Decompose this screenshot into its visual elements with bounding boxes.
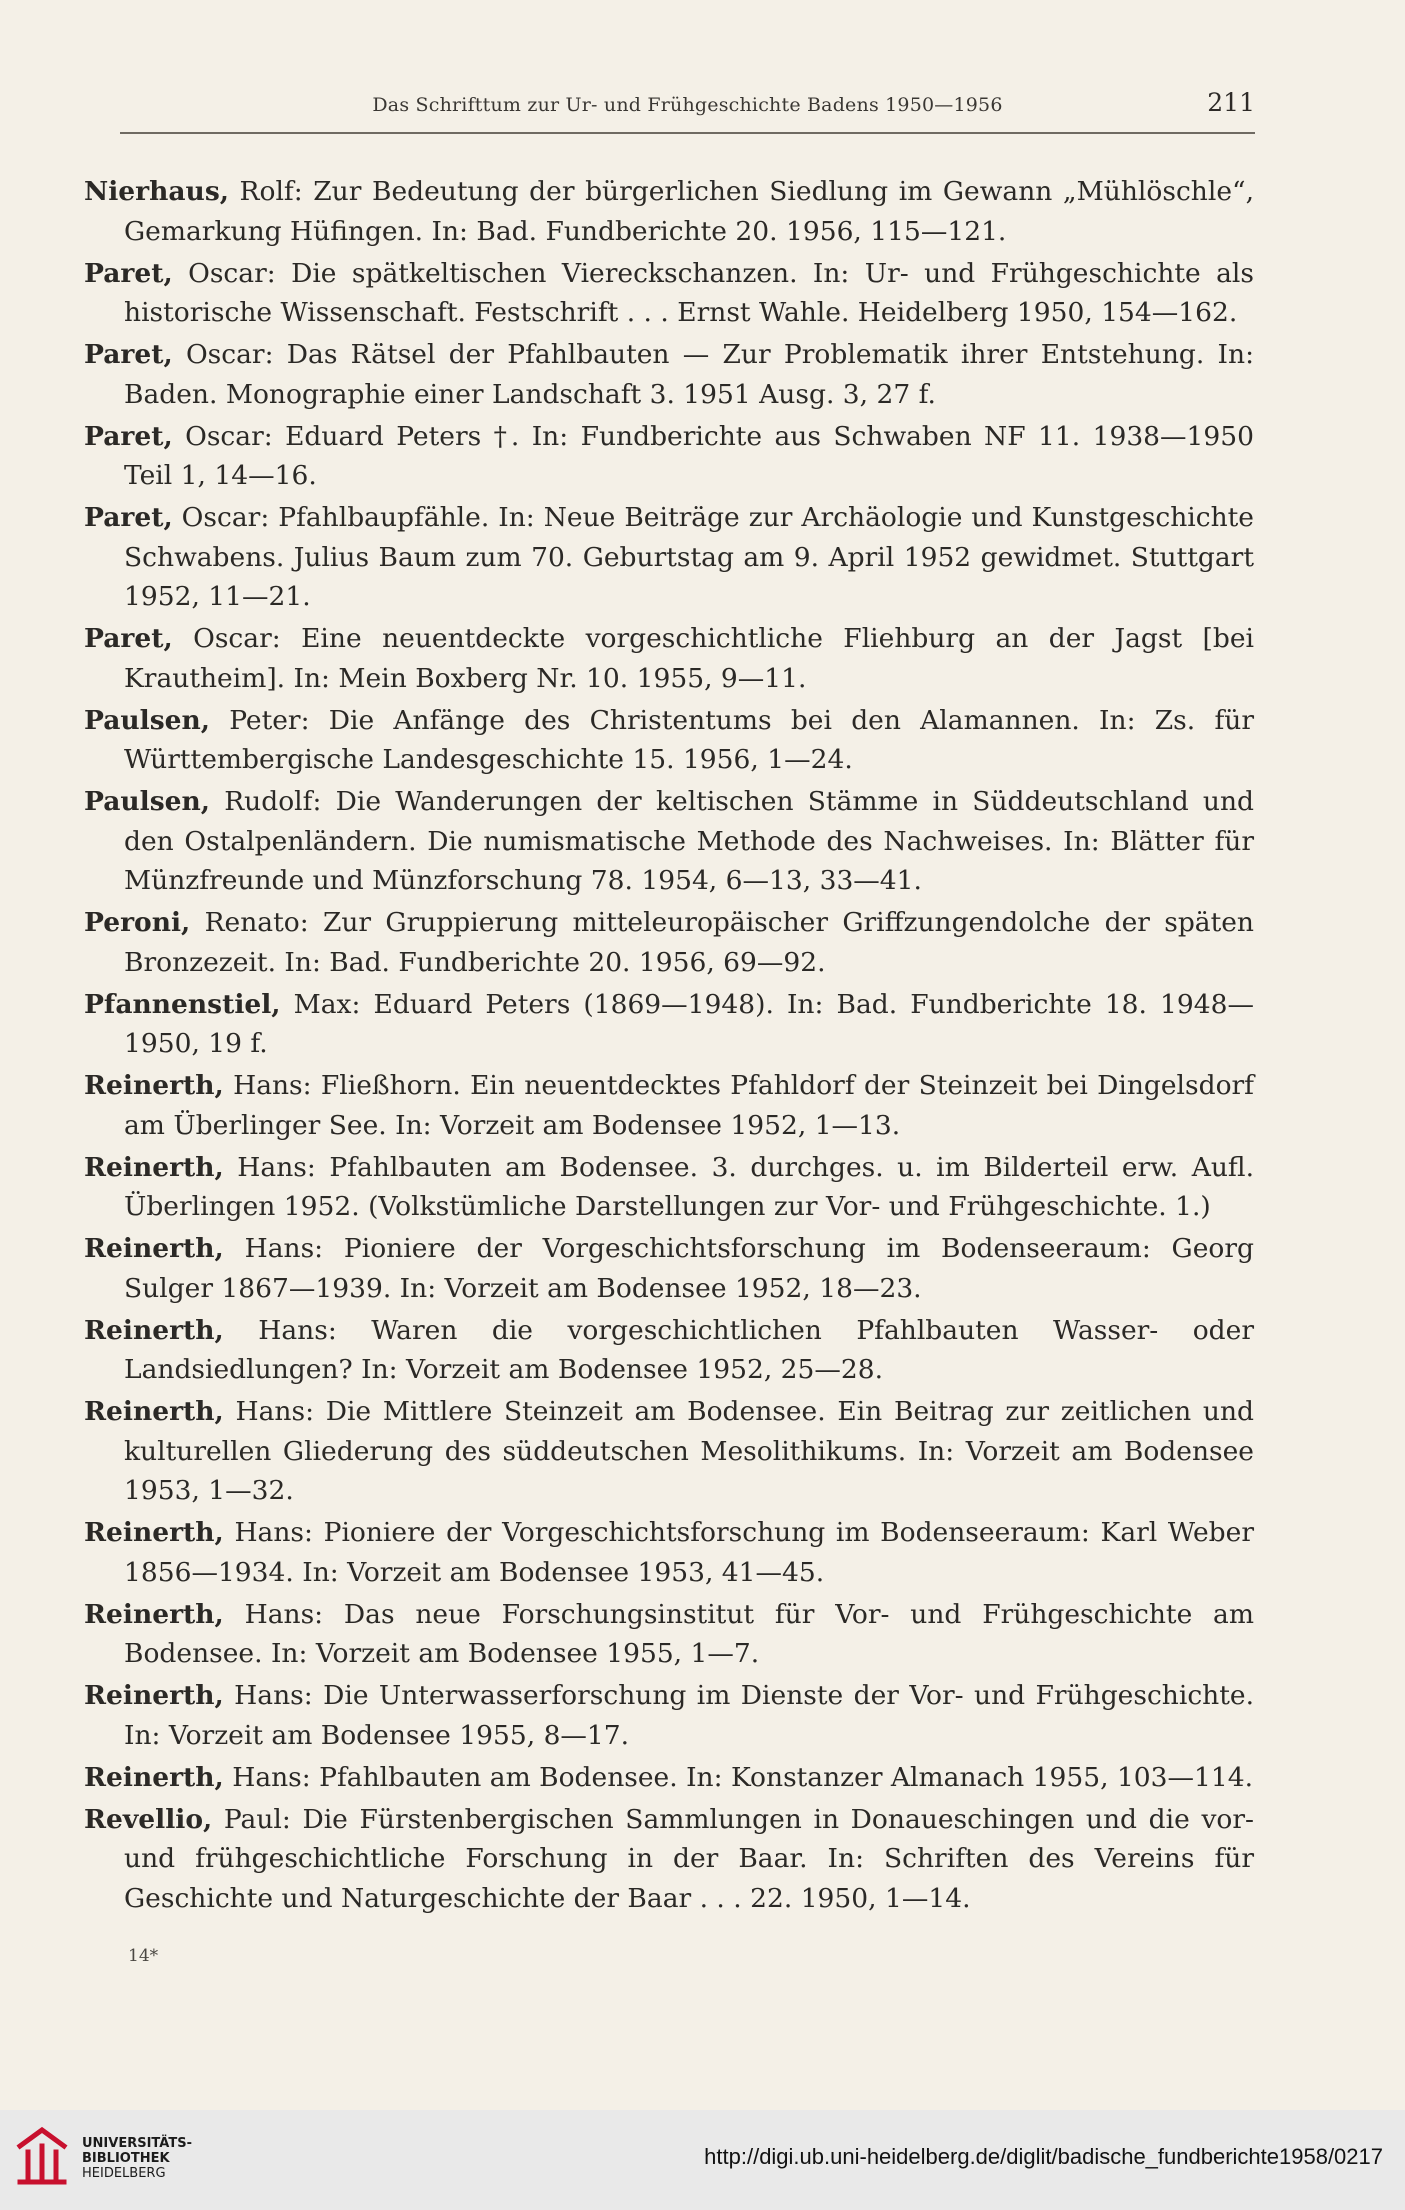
entry-text: Oscar: Eduard Peters †. In: Fundberichte aus Schwaben NF 11. 1938—1950 Teil 1, 14—16.: [124, 420, 1254, 491]
entry-author: Reinerth,: [84, 1598, 224, 1630]
entry-text: Hans: Pfahlbauten am Bodensee. 3. durchges. u. im Bilderteil erw. Aufl. Überlingen 1952. (Volkstümliche Darstellungen zur Vor- und Frühgeschichte. 1.): [124, 1151, 1254, 1222]
entry-text: Hans: Pioniere der Vorgeschichtsforschung im Bodenseeraum: Georg Sulger 1867—1939. In: Vorzeit am Bodensee 1952, 18—23.: [124, 1233, 1254, 1304]
entry-text: Hans: Waren die vorgeschichtlichen Pfahlbauten Wasser- oder Landsiedlungen? In: Vorzeit am Bodensee 1952, 25—28.: [124, 1314, 1254, 1385]
bibliography-entry: [84, 1229, 1254, 1308]
entry-text: Rudolf: Die Wanderungen der keltischen Stämme in Süddeutschland und den Ostalpenländern. Die numismatische Methode des Nachweises. In: Blätter für Münzfreunde und Münzforschung 78. 1954, 6—13, 33—41.: [124, 786, 1254, 896]
entry-text: Hans: Das neue Forschungsinstitut für Vor- und Frühgeschichte am Bodensee. In: Vorzeit am Bodensee 1955, 1—7.: [124, 1598, 1254, 1669]
entry-text: Peter: Die Anfänge des Christentums bei den Alamannen. In: Zs. für Württembergische Landesgeschichte 15. 1956, 1—24.: [124, 704, 1254, 775]
entry-author: Reinerth,: [84, 1151, 224, 1183]
entry-author: Nierhaus,: [84, 176, 229, 207]
entry-author: Paret,: [84, 623, 173, 654]
bibliography-entry: [84, 417, 1254, 496]
ub-heidelberg-logo-icon: [14, 2124, 70, 2186]
bibliography-entry: [84, 1758, 1254, 1798]
entry-text: Renato: Zur Gruppierung mitteleuropäischer Griffzungendolche der späten Bronzezeit. In: Bad. Fundberichte 20. 1956, 69—92.: [124, 907, 1254, 978]
page-number: 211: [1207, 88, 1255, 117]
entry-author: Paret,: [84, 502, 173, 533]
entry-author: Reinerth,: [84, 1761, 224, 1793]
bibliography-entry: [84, 1800, 1254, 1919]
bibliography-entry: [84, 1311, 1254, 1390]
entry-text: Hans: Pioniere der Vorgeschichtsforschung im Bodenseeraum: Karl Weber 1856—1934. In: Vorzeit am Bodensee 1953, 41—45.: [124, 1517, 1254, 1588]
running-header: [120, 80, 1255, 134]
entry-author: Reinerth,: [84, 1070, 224, 1101]
bibliography-entry: [84, 985, 1254, 1064]
running-title: Das Schrifttum zur Ur- und Frühgeschichte Badens 1950—1956: [372, 94, 1003, 116]
entry-author: Paulsen,: [84, 704, 210, 736]
bibliography-entry: [84, 1148, 1254, 1227]
bibliography-entry: [84, 701, 1254, 780]
entry-text: Hans: Fließhorn. Ein neuentdecktes Pfahldorf der Steinzeit bei Dingelsdorf am Überlinger See. In: Vorzeit am Bodensee 1952, 1—13.: [124, 1070, 1254, 1141]
entry-text: Hans: Die Unterwasserforschung im Dienste der Vor- und Frühgeschichte. In: Vorzeit am Bodensee 1955, 8—17.: [124, 1680, 1254, 1751]
bibliography-entry: [84, 1066, 1254, 1145]
bibliography-entry: [84, 619, 1254, 698]
bibliography-entry: [84, 1676, 1254, 1755]
bibliography-entry: [84, 1595, 1254, 1674]
entry-text: Oscar: Pfahlbaupfähle. In: Neue Beiträge zur Archäologie und Kunstgeschichte Schwabens. Julius Baum zum 70. Geburtstag am 9. April 1952 gewidmet. Stuttgart 1952, 11—21.: [124, 502, 1254, 612]
bibliography-entry: [84, 903, 1254, 982]
entry-author: Reinerth,: [84, 1314, 224, 1346]
library-name-line2: BIBLIOTHEK: [82, 2151, 170, 2166]
library-name: [82, 2136, 192, 2181]
entry-text: Oscar: Die spätkeltischen Viereckschanzen. In: Ur- und Frühgeschichte als historische Wissenschaft. Festschrift . . . Ernst Wahle. Heidelberg 1950, 154—162.: [124, 257, 1254, 328]
entry-author: Reinerth,: [84, 1396, 224, 1427]
entry-author: Paret,: [84, 420, 173, 452]
entry-author: Paret,: [84, 339, 173, 370]
bibliography-entry: [84, 172, 1254, 251]
bibliography-list: [84, 172, 1254, 1921]
entry-author: Reinerth,: [84, 1680, 224, 1711]
library-name-line1: UNIVERSITÄTS-: [82, 2136, 192, 2151]
signature-mark: 14*: [128, 1946, 159, 1966]
entry-text: Max: Eduard Peters (1869—1948). In: Bad. Fundberichte 18. 1948—1950, 19 f.: [124, 988, 1254, 1059]
entry-author: Reinerth,: [84, 1517, 224, 1548]
entry-text: Oscar: Eine neuentdeckte vorgeschichtliche Fliehburg an der Jagst [bei Krautheim]. In: Mein Boxberg Nr. 10. 1955, 9—11.: [124, 623, 1254, 694]
source-url-link[interactable]: http://digi.ub.uni-heidelberg.de/diglit/badische_fundberichte1958/0217: [704, 2144, 1383, 2169]
entry-text: Hans: Die Mittlere Steinzeit am Bodensee. Ein Beitrag zur zeitlichen und kulturellen Gliederung des süddeutschen Mesolithikums. In: Vorzeit am Bodensee 1953, 1—32.: [124, 1396, 1254, 1506]
entry-author: Paret,: [84, 257, 173, 289]
entry-author: Reinerth,: [84, 1233, 224, 1264]
bibliography-entry: [84, 498, 1254, 617]
bibliography-entry: [84, 254, 1254, 333]
bibliography-entry: [84, 335, 1254, 414]
entry-text: Hans: Pfahlbauten am Bodensee. In: Konstanzer Almanach 1955, 103—114.: [223, 1761, 1254, 1793]
entry-author: Pfannenstiel,: [84, 988, 281, 1020]
bibliography-entry: [84, 1513, 1254, 1592]
bibliography-entry: [84, 1392, 1254, 1511]
entry-author: Peroni,: [84, 907, 191, 938]
bibliography-entry: [84, 782, 1254, 901]
library-name-line3: HEIDELBERG: [82, 2166, 166, 2181]
entry-author: Paulsen,: [84, 786, 210, 817]
entry-text: Paul: Die Fürstenbergischen Sammlungen in Donaueschingen und die vor- und frühgeschichtliche Forschung in der Baar. In: Schriften des Vereins für Geschichte und Naturgeschichte der Baar . . . 22. 1950, 1—14.: [124, 1803, 1254, 1914]
entry-author: Revellio,: [84, 1803, 213, 1835]
entry-text: Rolf: Zur Bedeutung der bürgerlichen Siedlung im Gewann „Mühlöschle“, Gemarkung Hüfingen. In: Bad. Fundberichte 20. 1956, 115—121.: [124, 176, 1254, 247]
footer-bar: [0, 2110, 1405, 2210]
entry-text: Oscar: Das Rätsel der Pfahlbauten — Zur Problematik ihrer Entstehung. In: Baden. Monographie einer Landschaft 3. 1951 Ausg. 3, 27 f.: [124, 339, 1254, 410]
